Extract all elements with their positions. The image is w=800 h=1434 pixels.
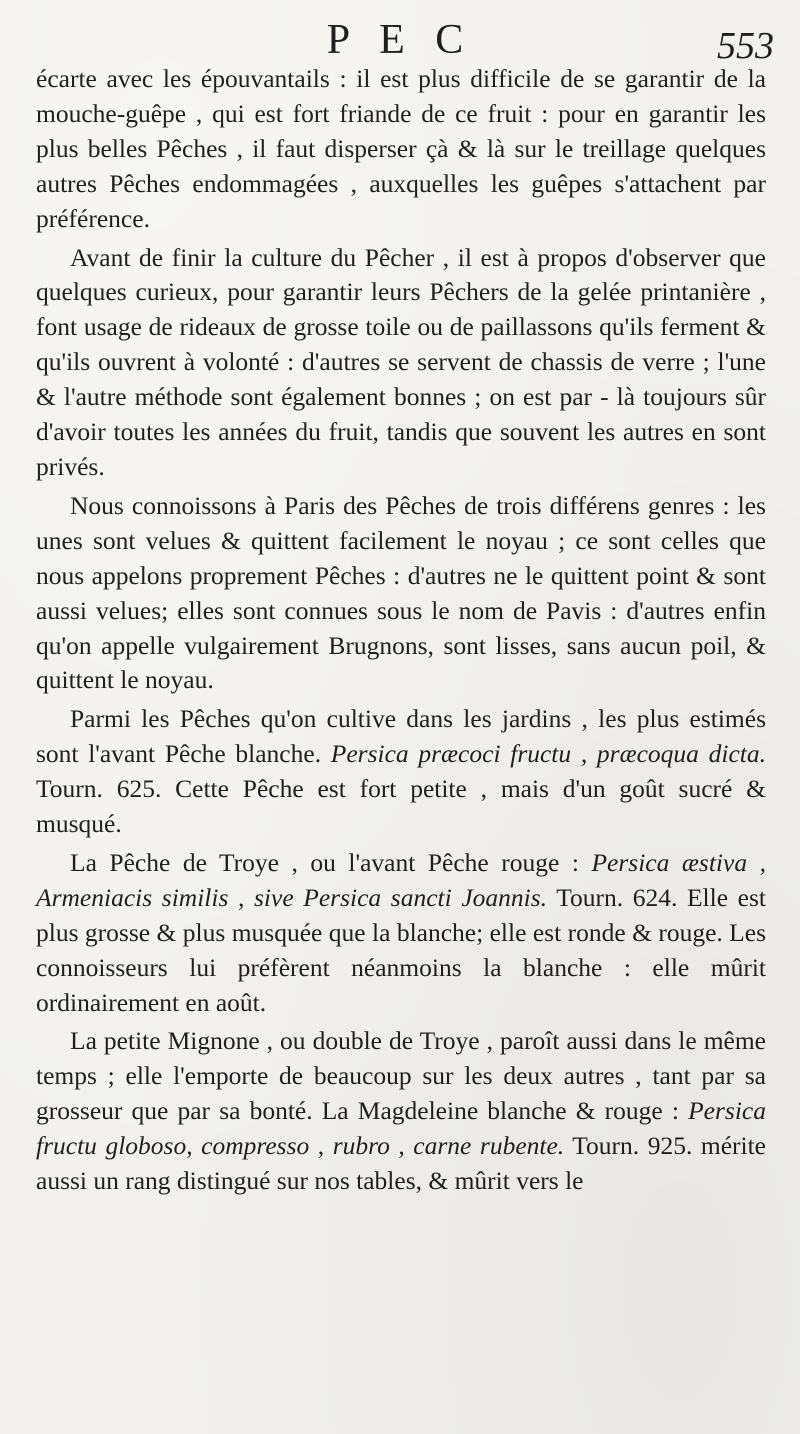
latin-name: Persica præcoci fructu , præcoqua dicta. <box>330 739 766 769</box>
text-run: Tourn. 625. Cette Pêche est fort petite , mais d'un goût sucré & musqué. <box>36 774 766 839</box>
paragraph <box>36 1024 766 1199</box>
text-run: La petite Mignone , ou double de Troye , paroît aussi dans le même temps ; elle l'emporte de beaucoup sur les deux autres , tant par sa grosseur que par sa bonté. La Magdeleine blanche & rouge : <box>36 1026 766 1126</box>
running-head <box>0 18 800 68</box>
text-run: La Pêche de Troye , ou l'avant Pêche rouge : <box>70 847 592 877</box>
latin-name: Persica æstiva , Armeniacis similis , sive Persica sancti Joannis. <box>36 847 766 912</box>
text-run: Parmi les Pêches qu'on cultive dans les jardins , les plus estimés sont l'avant Pêche blanche. <box>36 704 766 769</box>
text-run: Tourn. 624. Elle est plus grosse & plus musquée que la blanche; elle est ronde & rouge. Les connoisseurs lui préfèrent néanmoins la blanche : elle mûrit ordinairement en août. <box>36 882 766 1017</box>
body-text <box>36 62 766 1199</box>
latin-name: Persica fructu globoso, compresso , rubro , carne rubente. <box>36 1096 766 1161</box>
paragraph <box>36 846 766 1021</box>
running-title: P E C <box>326 17 474 63</box>
text-run: Tourn. 925. mérite aussi un rang distingué sur nos tables, & mûrit vers le <box>36 1131 766 1196</box>
paragraph: écarte avec les épouvantails : il est plus difficile de se garantir de la mouche-guêpe , qui est fort friande de ce fruit : pour en garantir les plus belles Pêches , il faut disperser çà & là sur le treillage quelques autres Pêches endommagées , auxquelles les guêpes s'attachent par préférence. <box>36 64 766 233</box>
paragraph: Avant de finir la culture du Pêcher , il est à propos d'observer que quelques curieux, pour garantir leurs Pêchers de la gelée printanière , font usage de rideaux de grosse toile ou de paillassons qu'ils ferment & qu'ils ouvrent à volonté : d'autres se servent de chassis de verre ; l'une & l'autre méthode sont également bonnes ; on est par - là toujours sûr d'avoir toutes les années du fruit, tandis que souvent les autres en sont privés. <box>36 242 766 481</box>
paragraph: Nous connoissons à Paris des Pêches de trois différens genres : les unes sont velues & quittent facilement le noyau ; ce sont celles que nous appelons proprement Pêches : d'autres ne le quittent point & sont aussi velues; elles sont connues sous le nom de Pavis : d'autres enfin qu'on appelle vulgairement Brugnons, sont lisses, sans aucun poil, & quittent le noyau. <box>36 490 766 695</box>
page-number: 553 <box>717 25 774 67</box>
paragraph <box>36 702 766 842</box>
